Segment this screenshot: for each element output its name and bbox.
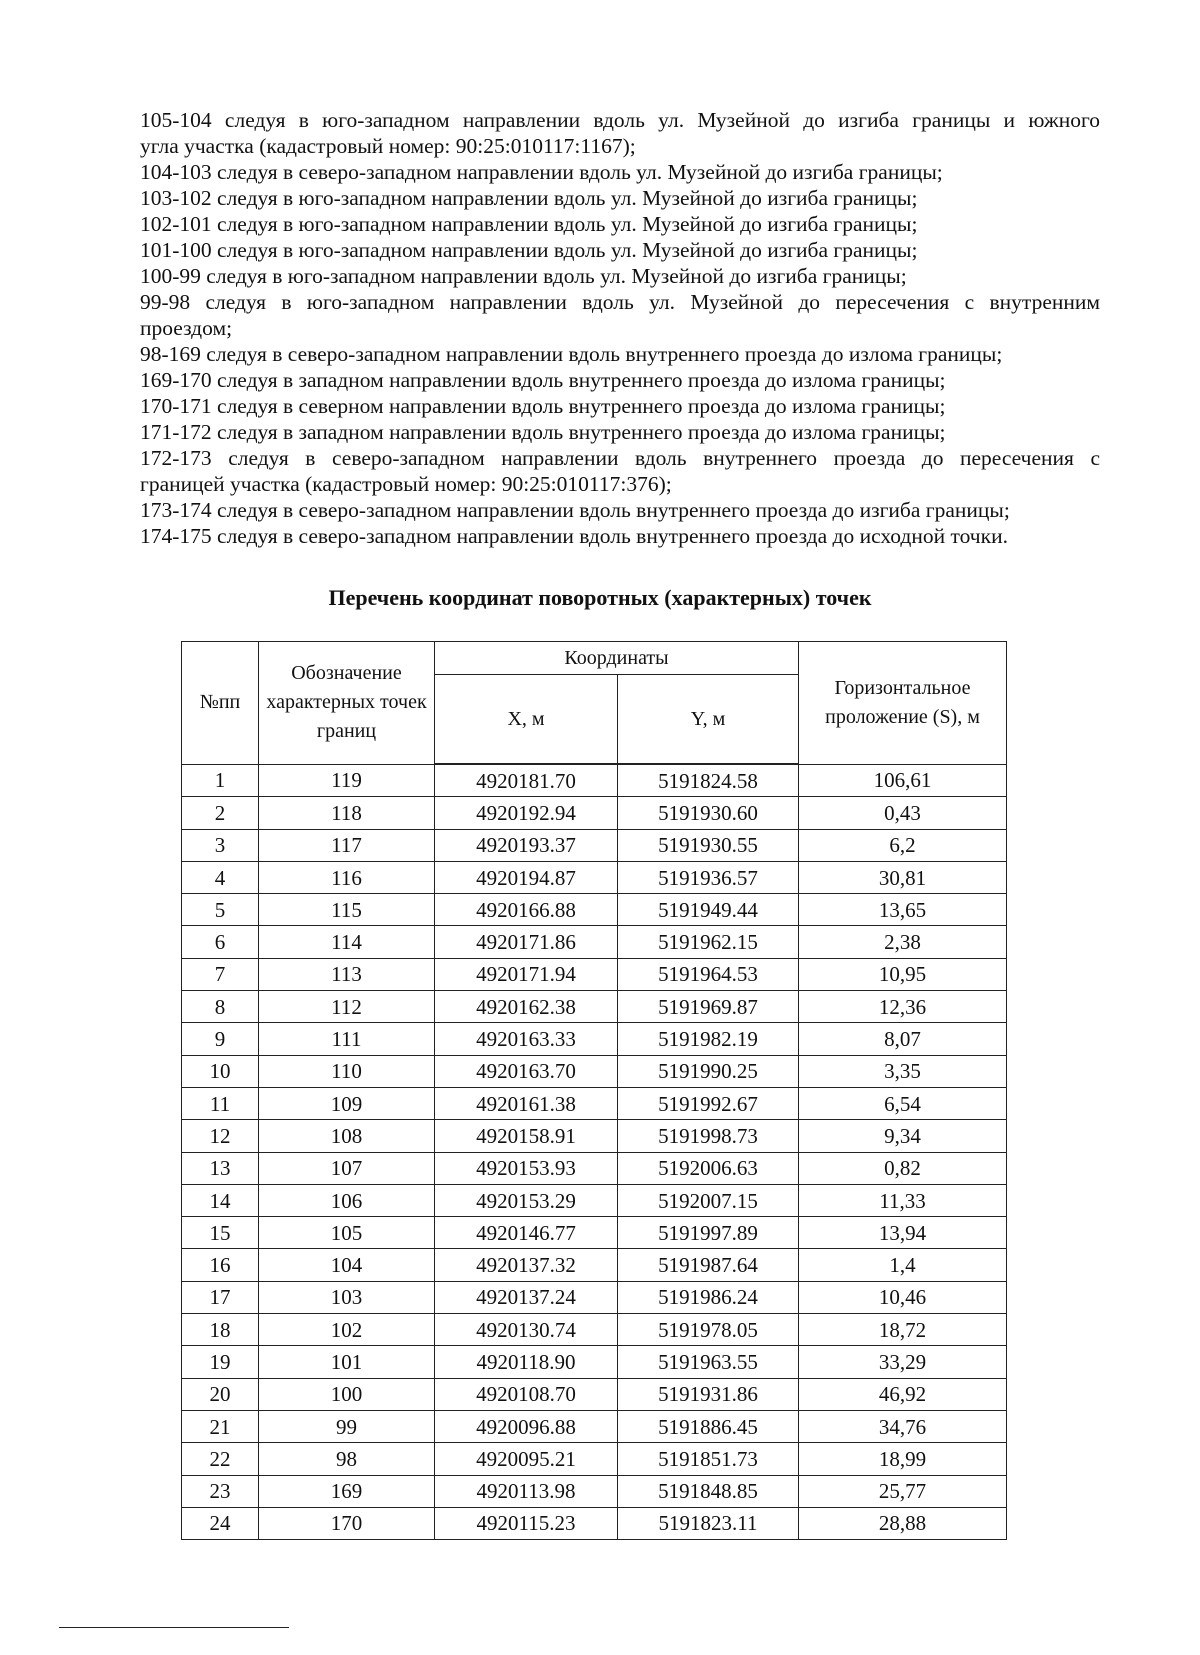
cell-point: 115 (259, 894, 435, 926)
cell-distance: 6,54 (799, 1087, 1007, 1119)
description-line: границей участка (кадастровый номер: 90:25:010117:376); (140, 472, 672, 496)
description-line: 173-174 следуя в северо-западном направлении вдоль внутреннего проезда до изгиба границы; (140, 498, 1010, 522)
cell-x: 4920158.91 (435, 1120, 618, 1152)
cell-point: 169 (259, 1475, 435, 1507)
cell-distance: 8,07 (799, 1023, 1007, 1055)
cell-y: 5191851.73 (618, 1443, 799, 1475)
cell-x: 4920163.70 (435, 1055, 618, 1087)
cell-x: 4920153.93 (435, 1152, 618, 1184)
table-title: Перечень координат поворотных (характерных) точек (328, 585, 872, 610)
cell-number: 23 (182, 1475, 259, 1507)
cell-distance: 0,43 (799, 797, 1007, 829)
cell-x: 4920096.88 (435, 1410, 618, 1442)
cell-y: 5192006.63 (618, 1152, 799, 1184)
cell-number: 20 (182, 1378, 259, 1410)
cell-distance: 10,95 (799, 958, 1007, 990)
cell-point: 112 (259, 991, 435, 1023)
cell-point: 107 (259, 1152, 435, 1184)
cell-point: 117 (259, 829, 435, 861)
cell-point: 104 (259, 1249, 435, 1281)
description-line: 100-99 следуя в юго-западном направлении вдоль ул. Музейной до изгиба границы; (140, 264, 907, 288)
description-line: 98-169 следуя в северо-западном направлении вдоль внутреннего проезда до излома границы; (140, 342, 1003, 366)
cell-distance: 1,4 (799, 1249, 1007, 1281)
cell-y: 5191992.67 (618, 1087, 799, 1119)
cell-x: 4920153.29 (435, 1184, 618, 1216)
cell-distance: 46,92 (799, 1378, 1007, 1410)
table-row (182, 1217, 1007, 1249)
table-row (182, 861, 1007, 893)
cell-y: 5191969.87 (618, 991, 799, 1023)
cell-x: 4920194.87 (435, 861, 618, 893)
cell-number: 19 (182, 1346, 259, 1378)
cell-y: 5191936.57 (618, 861, 799, 893)
cell-x: 4920115.23 (435, 1507, 618, 1539)
cell-y: 5191964.53 (618, 958, 799, 990)
cell-point: 105 (259, 1217, 435, 1249)
cell-distance: 12,36 (799, 991, 1007, 1023)
description-line: 170-171 следуя в северном направлении вдоль внутреннего проезда до излома границы; (140, 394, 946, 418)
cell-point: 170 (259, 1507, 435, 1539)
cell-y: 5191990.25 (618, 1055, 799, 1087)
cell-x: 4920166.88 (435, 894, 618, 926)
cell-y: 5191962.15 (618, 926, 799, 958)
table-row (182, 764, 1007, 797)
header-coordinates: Координаты (435, 642, 799, 675)
description-line: 174-175 следуя в северо-западном направлении вдоль внутреннего проезда до исходной точки. (140, 524, 1008, 548)
cell-y: 5191998.73 (618, 1120, 799, 1152)
cell-x: 4920118.90 (435, 1346, 618, 1378)
table-row (182, 1281, 1007, 1313)
cell-x: 4920162.38 (435, 991, 618, 1023)
description-line: 105-104 следуя в юго-западном направлении вдоль ул. Музейной до изгиба границы и южного (140, 108, 1100, 132)
cell-distance: 10,46 (799, 1281, 1007, 1313)
table-row (182, 829, 1007, 861)
cell-point: 99 (259, 1410, 435, 1442)
cell-distance: 11,33 (799, 1184, 1007, 1216)
cell-x: 4920108.70 (435, 1378, 618, 1410)
cell-number: 9 (182, 1023, 259, 1055)
cell-distance: 6,2 (799, 829, 1007, 861)
description-line: 99-98 следуя в юго-западном направлении вдоль ул. Музейной до пересечения с внутренним (140, 290, 1100, 314)
table-row (182, 1314, 1007, 1346)
cell-x: 4920130.74 (435, 1314, 618, 1346)
cell-y: 5191930.60 (618, 797, 799, 829)
cell-distance: 13,94 (799, 1217, 1007, 1249)
cell-y: 5191823.11 (618, 1507, 799, 1539)
cell-x: 4920161.38 (435, 1087, 618, 1119)
cell-point: 111 (259, 1023, 435, 1055)
cell-point: 113 (259, 958, 435, 990)
table-row (182, 958, 1007, 990)
cell-distance: 18,72 (799, 1314, 1007, 1346)
description-line: 102-101 следуя в юго-западном направлении вдоль ул. Музейной до изгиба границы; (140, 212, 918, 236)
cell-y: 5191987.64 (618, 1249, 799, 1281)
table-row (182, 1410, 1007, 1442)
cell-number: 14 (182, 1184, 259, 1216)
cell-point: 108 (259, 1120, 435, 1152)
cell-number: 17 (182, 1281, 259, 1313)
header-point-designation: Обозначение характерных точек границ (259, 642, 435, 765)
table-row (182, 926, 1007, 958)
description-line: 172-173 следуя в северо-западном направлении вдоль внутреннего проезда до пересечения с (140, 446, 1100, 470)
cell-y: 5191848.85 (618, 1475, 799, 1507)
cell-number: 4 (182, 861, 259, 893)
header-x: X, м (435, 675, 618, 765)
cell-number: 1 (182, 764, 259, 797)
cell-x: 4920193.37 (435, 829, 618, 861)
boundary-description (140, 107, 1100, 549)
cell-number: 24 (182, 1507, 259, 1539)
description-line: 171-172 следуя в западном направлении вдоль внутреннего проезда до излома границы; (140, 420, 946, 444)
cell-distance: 28,88 (799, 1507, 1007, 1539)
cell-x: 4920146.77 (435, 1217, 618, 1249)
table-row (182, 1443, 1007, 1475)
cell-distance: 30,81 (799, 861, 1007, 893)
cell-point: 110 (259, 1055, 435, 1087)
table-row (182, 1120, 1007, 1152)
description-line: 104-103 следуя в северо-западном направлении вдоль ул. Музейной до изгиба границы; (140, 160, 943, 184)
cell-x: 4920137.24 (435, 1281, 618, 1313)
header-number: №пп (182, 642, 259, 765)
description-line: 101-100 следуя в юго-западном направлении вдоль ул. Музейной до изгиба границы; (140, 238, 918, 262)
cell-number: 21 (182, 1410, 259, 1442)
cell-number: 22 (182, 1443, 259, 1475)
cell-y: 5191949.44 (618, 894, 799, 926)
cell-y: 5191886.45 (618, 1410, 799, 1442)
header-y: Y, м (618, 675, 799, 765)
cell-point: 116 (259, 861, 435, 893)
cell-distance: 34,76 (799, 1410, 1007, 1442)
cell-distance: 33,29 (799, 1346, 1007, 1378)
cell-number: 11 (182, 1087, 259, 1119)
table-row (182, 1249, 1007, 1281)
table-row (182, 1507, 1007, 1539)
description-line: 103-102 следуя в юго-западном направлении вдоль ул. Музейной до изгиба границы; (140, 186, 918, 210)
cell-distance: 106,61 (799, 764, 1007, 797)
description-line: угла участка (кадастровый номер: 90:25:010117:1167); (140, 134, 636, 158)
table-row (182, 1378, 1007, 1410)
cell-y: 5191978.05 (618, 1314, 799, 1346)
table-row (182, 1023, 1007, 1055)
cell-y: 5191963.55 (618, 1346, 799, 1378)
cell-number: 18 (182, 1314, 259, 1346)
cell-point: 100 (259, 1378, 435, 1410)
cell-number: 5 (182, 894, 259, 926)
description-line: 169-170 следуя в западном направлении вдоль внутреннего проезда до излома границы; (140, 368, 946, 392)
cell-point: 103 (259, 1281, 435, 1313)
cell-point: 106 (259, 1184, 435, 1216)
table-row (182, 1087, 1007, 1119)
cell-y: 5192007.15 (618, 1184, 799, 1216)
table-row (182, 991, 1007, 1023)
cell-x: 4920113.98 (435, 1475, 618, 1507)
table-row (182, 1346, 1007, 1378)
description-line: проездом; (140, 316, 233, 340)
cell-point: 102 (259, 1314, 435, 1346)
header-horizontal-distance: Горизонтальное проложение (S), м (799, 642, 1007, 765)
table-row (182, 797, 1007, 829)
cell-number: 7 (182, 958, 259, 990)
table-body (182, 764, 1007, 1540)
cell-distance: 25,77 (799, 1475, 1007, 1507)
cell-number: 15 (182, 1217, 259, 1249)
cell-point: 114 (259, 926, 435, 958)
coordinates-table (181, 641, 1007, 1540)
cell-point: 118 (259, 797, 435, 829)
cell-point: 101 (259, 1346, 435, 1378)
cell-y: 5191824.58 (618, 764, 799, 797)
cell-point: 109 (259, 1087, 435, 1119)
cell-x: 4920192.94 (435, 797, 618, 829)
footnote-divider (59, 1627, 289, 1628)
cell-x: 4920181.70 (435, 764, 618, 797)
cell-distance: 9,34 (799, 1120, 1007, 1152)
table-row (182, 894, 1007, 926)
cell-y: 5191997.89 (618, 1217, 799, 1249)
table-row (182, 1152, 1007, 1184)
cell-y: 5191931.86 (618, 1378, 799, 1410)
table-row (182, 1055, 1007, 1087)
cell-x: 4920137.32 (435, 1249, 618, 1281)
cell-x: 4920171.86 (435, 926, 618, 958)
cell-x: 4920171.94 (435, 958, 618, 990)
cell-point: 98 (259, 1443, 435, 1475)
cell-y: 5191986.24 (618, 1281, 799, 1313)
cell-number: 10 (182, 1055, 259, 1087)
cell-distance: 13,65 (799, 894, 1007, 926)
cell-number: 12 (182, 1120, 259, 1152)
cell-distance: 18,99 (799, 1443, 1007, 1475)
table-row (182, 1475, 1007, 1507)
cell-point: 119 (259, 764, 435, 797)
table-row (182, 1184, 1007, 1216)
cell-x: 4920095.21 (435, 1443, 618, 1475)
cell-distance: 2,38 (799, 926, 1007, 958)
cell-number: 2 (182, 797, 259, 829)
cell-number: 16 (182, 1249, 259, 1281)
cell-number: 3 (182, 829, 259, 861)
cell-number: 13 (182, 1152, 259, 1184)
cell-y: 5191982.19 (618, 1023, 799, 1055)
cell-number: 8 (182, 991, 259, 1023)
cell-x: 4920163.33 (435, 1023, 618, 1055)
cell-distance: 0,82 (799, 1152, 1007, 1184)
cell-y: 5191930.55 (618, 829, 799, 861)
cell-number: 6 (182, 926, 259, 958)
cell-distance: 3,35 (799, 1055, 1007, 1087)
